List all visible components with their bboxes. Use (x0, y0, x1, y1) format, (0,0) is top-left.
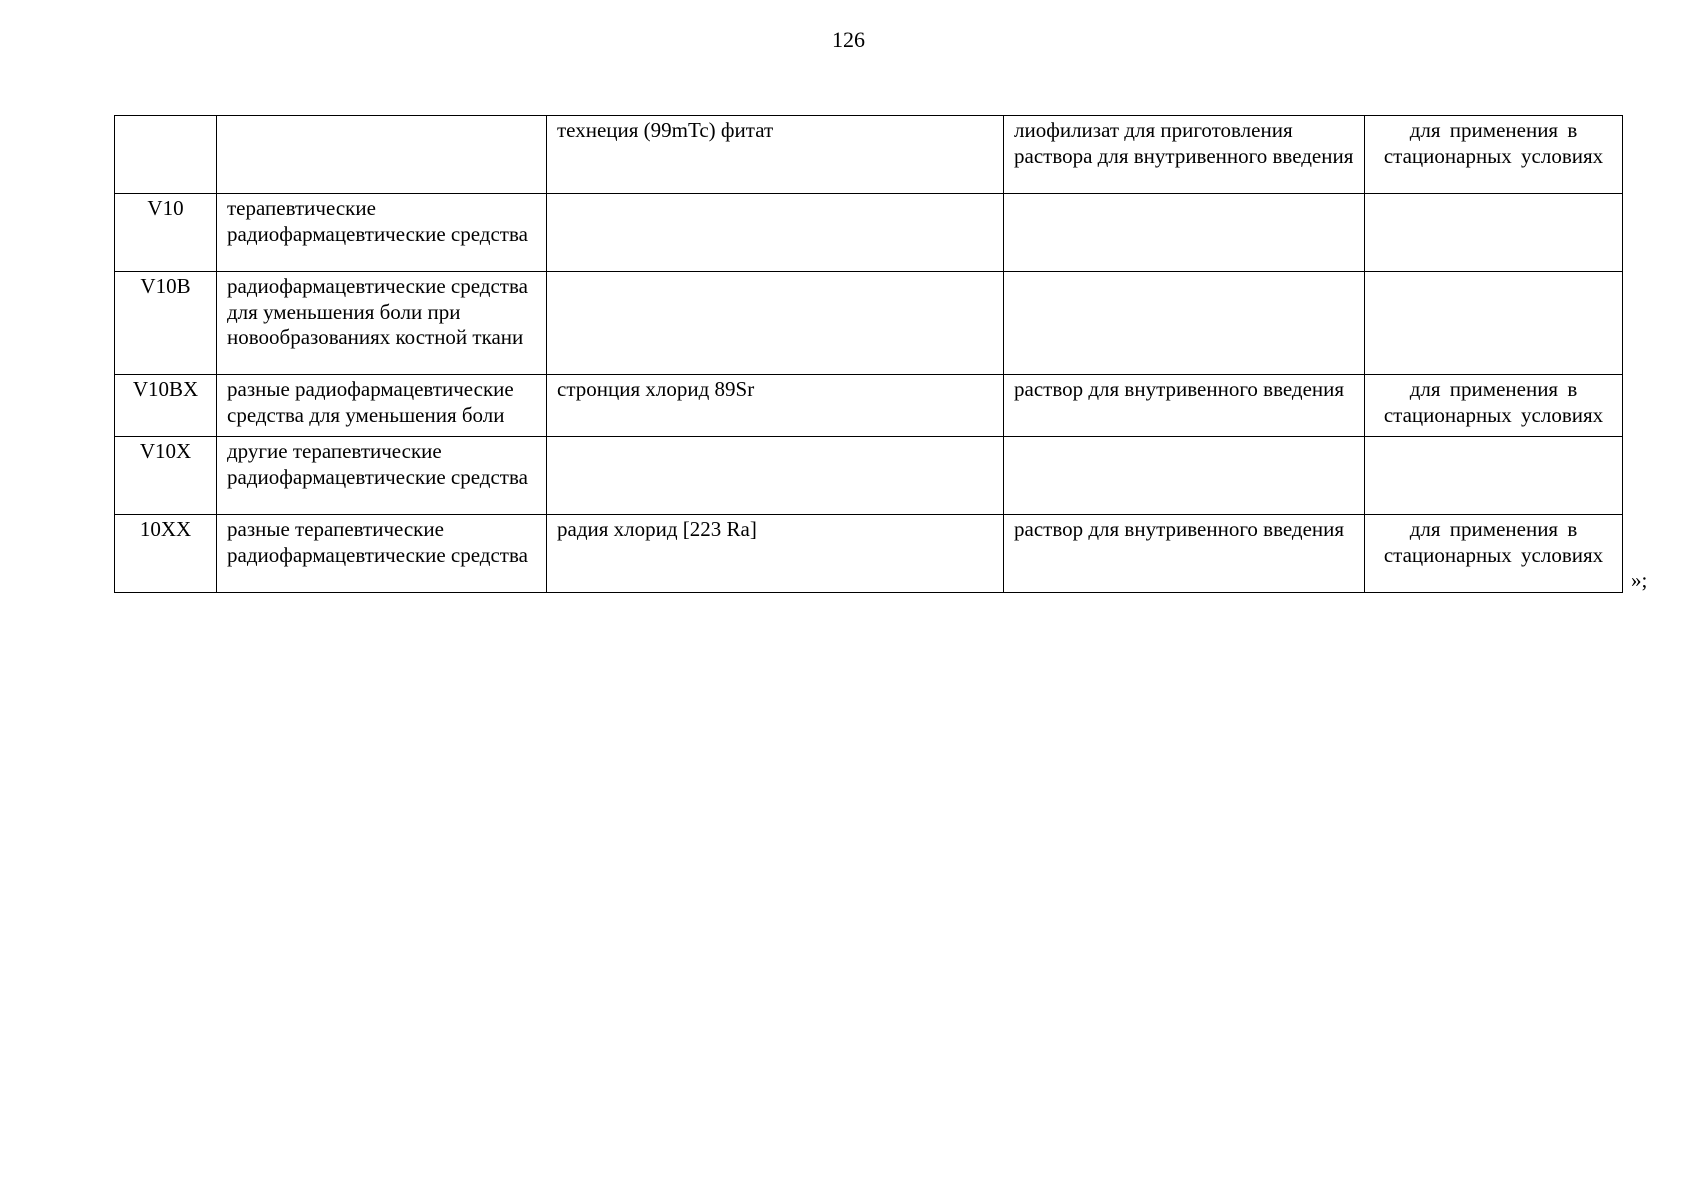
pharma-group-cell: терапевтические радиофармацевтические средства (217, 194, 547, 272)
pharma-group-cell (217, 116, 547, 194)
drug-table (114, 115, 1623, 593)
drug-name-cell (547, 272, 1004, 375)
drug-name-cell: радия хлорид [223 Ra] (547, 515, 1004, 593)
table-row (115, 437, 1623, 515)
table-row (115, 375, 1623, 437)
pharma-group-cell: разные радиофармацевтические средства для уменьшения боли (217, 375, 547, 437)
table-row (115, 272, 1623, 375)
drug-name-cell (547, 437, 1004, 515)
table-row (115, 194, 1623, 272)
dosage-form-cell: лиофилизат для приготовления раствора для внутривенного введения (1004, 116, 1365, 194)
atc-code-cell: 10XX (115, 515, 217, 593)
atc-code-cell: V10 (115, 194, 217, 272)
dosage-form-cell (1004, 437, 1365, 515)
usage-conditions-cell (1365, 272, 1623, 375)
drug-name-cell: технеция (99mTc) фитат (547, 116, 1004, 194)
usage-conditions-cell: для применения в стационарных условиях (1365, 515, 1623, 593)
usage-conditions-cell: для применения в стационарных условиях (1365, 375, 1623, 437)
table-row (115, 515, 1623, 593)
page-number: 126 (832, 27, 865, 52)
usage-conditions-cell: для применения в стационарных условиях (1365, 116, 1623, 194)
dosage-form-cell: раствор для внутривенного введения (1004, 515, 1365, 593)
atc-code-cell: V10X (115, 437, 217, 515)
usage-conditions-cell (1365, 437, 1623, 515)
dosage-form-cell (1004, 272, 1365, 375)
closing-quote-mark: »; (1631, 568, 1648, 592)
pharma-group-cell: другие терапевтические радиофармацевтические средства (217, 437, 547, 515)
table-row (115, 116, 1623, 194)
pharma-group-cell: разные терапевтические радиофармацевтические средства (217, 515, 547, 593)
atc-code-cell (115, 116, 217, 194)
atc-code-cell: V10B (115, 272, 217, 375)
pharma-group-cell: радиофармацевтические средства для уменьшения боли при новообразованиях костной ткани (217, 272, 547, 375)
usage-conditions-cell (1365, 194, 1623, 272)
drug-name-cell: стронция хлорид 89Sr (547, 375, 1004, 437)
drug-name-cell (547, 194, 1004, 272)
dosage-form-cell: раствор для внутривенного введения (1004, 375, 1365, 437)
dosage-form-cell (1004, 194, 1365, 272)
atc-code-cell: V10BX (115, 375, 217, 437)
